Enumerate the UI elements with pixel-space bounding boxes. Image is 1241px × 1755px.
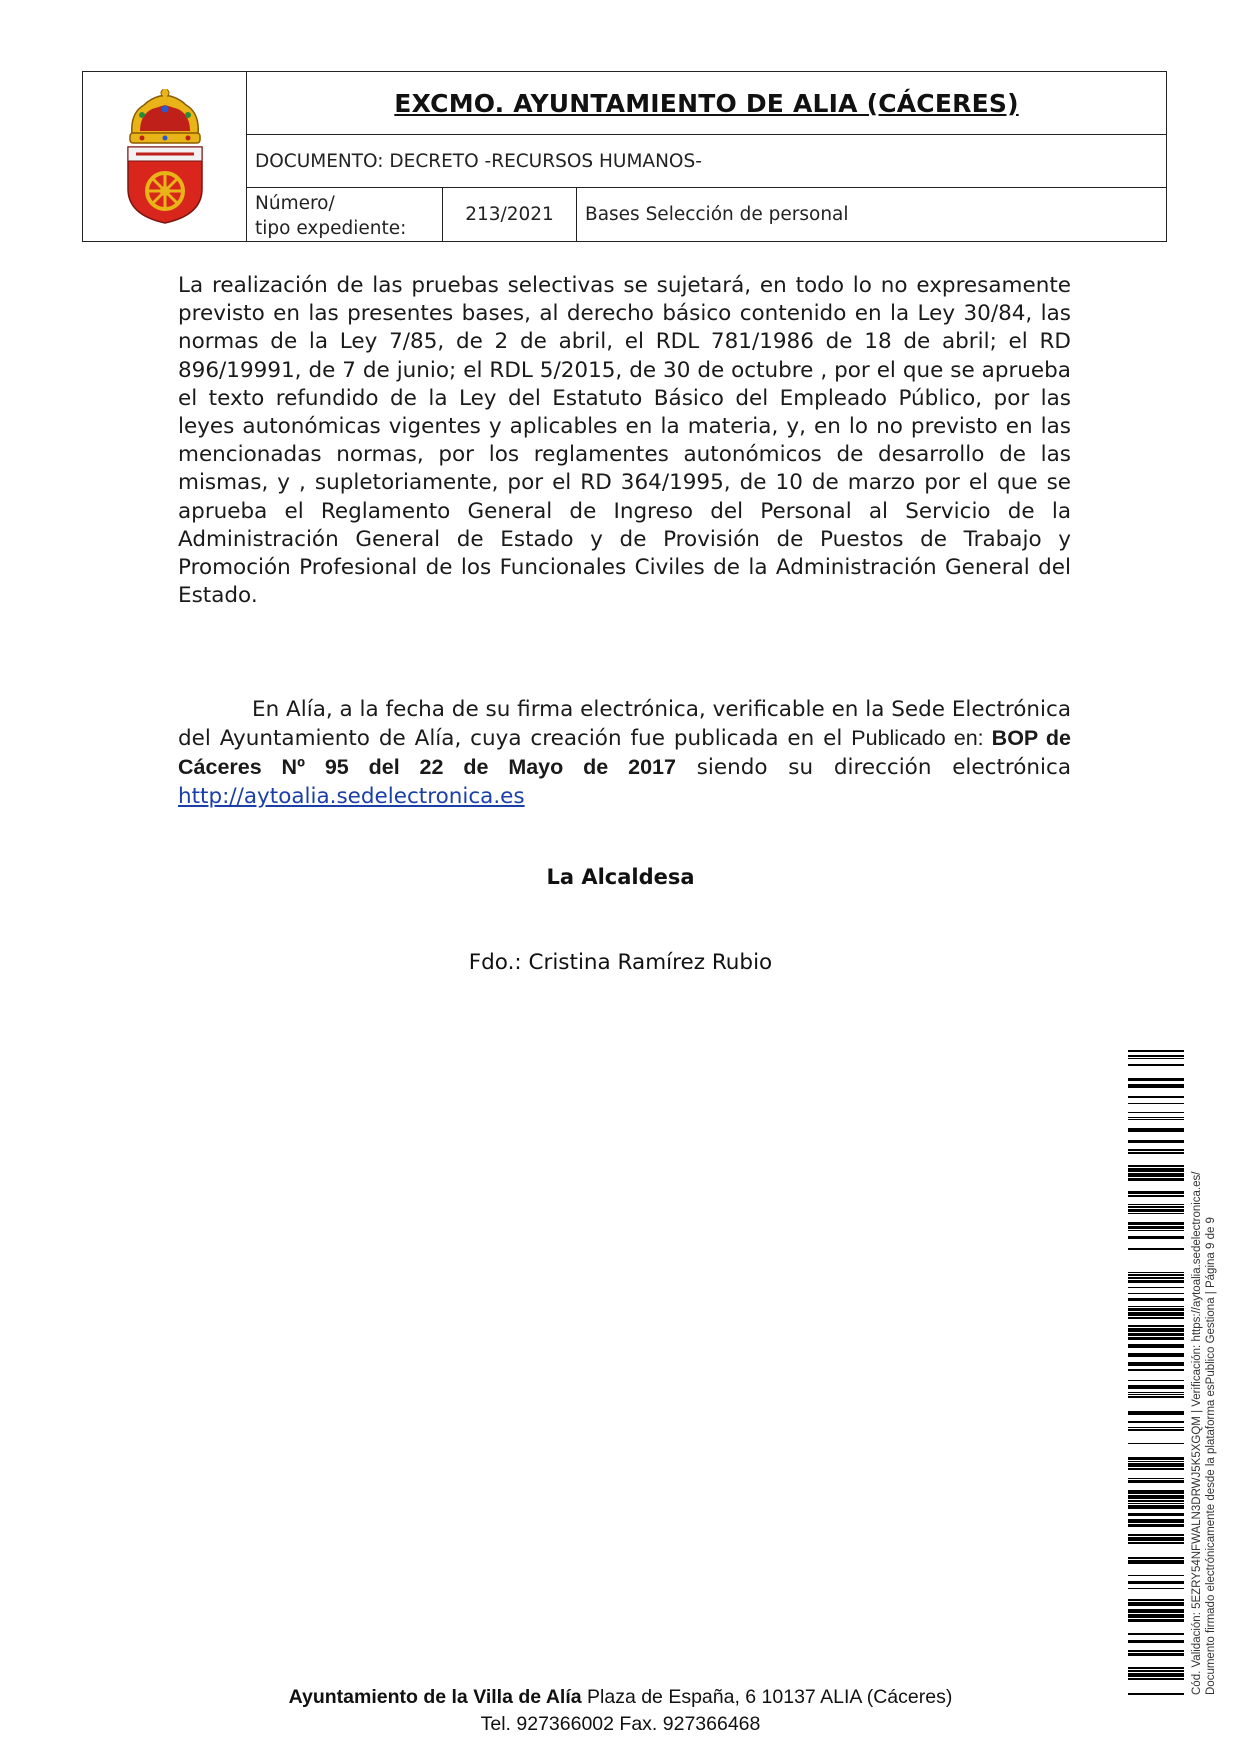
body-paragraph: La realización de las pruebas selectivas se sujetará, en todo lo no expresamente previsto en las presentes bases, al derecho básico contenido en la Ley 30/84, las normas de la Ley 7/85, de 2 de abril, el RDL 781/1986 de 18 de abril; el RD 896/19991, de 7 de junio; el RDL 5/2015, de 30 de octubre , por el que se aprueba el texto refundido de la Ley del Estatuto Básico del Empleado Público, por las leyes autonómicas vigentes y aplicables en la materia, y, en lo no previsto en las mencionadas normas, por los reglamentes autonómicos de desarrollo de las mismas, y , supletoriamente, por el RD 364/1995, de 10 de marzo por el que se aprueba el Reglamento General de Ingreso del Personal al Servicio de la Administración General de Estado y de Provisión de Puestos de Trabajo y Promoción Profesional de los Funcionales Civiles de la Administración General del Estado. [178,273,1071,609]
barcode-bar [1128,1248,1184,1250]
barcode-bar [1128,1588,1184,1589]
barcode-bar [1128,1140,1184,1143]
barcode-bar [1128,1344,1184,1348]
barcode-bar [1128,1411,1184,1415]
barcode-bar [1128,1495,1184,1499]
barcode-bar [1128,1222,1184,1225]
barcode-bar [1128,1078,1184,1081]
barcode-bar [1128,1152,1184,1154]
barcode-bar [1128,1058,1184,1059]
barcode-bar [1128,1614,1184,1618]
numero-label-line2: tipo expediente: [255,218,407,239]
barcode-bar [1128,1293,1184,1294]
barcode-bar [1128,1117,1184,1118]
barcode-bar [1128,1168,1184,1172]
body-section [178,272,1071,610]
barcode-bar [1128,1673,1184,1677]
barcode-bar [1128,1560,1184,1564]
verification-barcode [1128,1050,1184,1695]
barcode-bar [1128,1328,1184,1332]
document-title: EXCMO. AYUNTAMIENTO DE ALIA (CÁCERES) [394,88,1019,118]
document-type: DOCUMENTO: DECRETO -RECURSOS HUMANOS- [247,135,1166,188]
expediente-row [247,188,1166,241]
barcode-bar [1128,1362,1184,1366]
barcode-bar [1128,1385,1184,1389]
closing-paragraph [178,696,1071,811]
barcode-bar [1128,1505,1184,1509]
barcode-bar [1128,1298,1184,1301]
verification-line-2: Documento firmado electrónicamente desde la plataforma esPublico Gestiona | Página 9 de 9 [1205,1217,1217,1695]
barcode-bar [1128,1599,1184,1601]
barcode-bar [1128,1534,1184,1536]
header-fields [247,72,1166,241]
barcode-bar [1128,1287,1184,1288]
barcode-bar [1128,1609,1184,1613]
sede-electronica-link[interactable]: http://aytoalia.sedelectronica.es [178,783,525,809]
barcode-bar [1128,1670,1184,1672]
barcode-bar [1128,1312,1184,1316]
barcode-bar [1128,1277,1184,1279]
barcode-bar [1128,1513,1184,1516]
barcode-bar [1128,1308,1184,1311]
publicado-label: Publicado en: [851,726,992,751]
barcode-bar [1128,1443,1184,1444]
barcode-bar [1128,1369,1184,1371]
barcode-bar [1128,1272,1184,1273]
barcode-bar [1128,1274,1184,1276]
closing-section [178,696,1071,811]
barcode-bar [1128,1650,1184,1652]
barcode-bar [1128,1204,1184,1205]
barcode-bar [1128,1478,1184,1479]
title-row [247,72,1166,135]
footer-address-line [0,1684,1241,1711]
barcode-bar [1128,1602,1184,1606]
footer-org-name: Ayuntamiento de la Villa de Alía [288,1686,582,1708]
numero-value: 213/2021 [443,188,577,241]
coat-of-arms-icon [122,89,208,225]
barcode-bar [1128,1457,1184,1460]
barcode-bar [1128,1050,1184,1052]
barcode-bar [1128,1112,1184,1113]
verification-line-1: Cód. Validación: 5EZRY54NFWALN3DRWJ5K5XGQM | Verificación: https://aytoalia.sedelectronica.es/ [1191,1171,1203,1695]
barcode-bar [1128,1461,1184,1462]
barcode-bar [1128,1209,1184,1212]
barcode-bar [1128,1396,1184,1398]
barcode-bar [1128,1165,1184,1167]
barcode-bar [1128,1468,1184,1470]
crest-cell [83,72,247,241]
barcode-bar [1128,1173,1184,1177]
barcode-bar [1128,1503,1184,1504]
barcode-bar [1128,1633,1184,1635]
barcode-bar [1128,1619,1184,1622]
barcode-bar [1128,1333,1184,1336]
barcode-bar [1128,1055,1184,1057]
document-header [82,71,1167,242]
barcode-bar [1128,1064,1184,1066]
barcode-bar [1128,1230,1184,1231]
verification-text [1190,1055,1218,1695]
barcode-bar [1128,1236,1184,1239]
barcode-bar [1128,1084,1184,1088]
barcode-bar [1128,1325,1184,1327]
barcode-bar [1128,1678,1184,1680]
barcode-bar [1128,1213,1184,1214]
closing-text-2: siendo su dirección electrónica [675,755,1071,781]
barcode-bar [1128,1581,1184,1584]
barcode-bar [1128,1195,1184,1197]
barcode-bar [1128,1306,1184,1307]
numero-label-line1: Número/ [255,193,335,214]
barcode-bar [1128,1463,1184,1467]
closing-text-1: En Alía, a la fecha de su firma electrónica, verificable en la Sede Electrónica del Ayuntamiento de Alía, cuya creación fue publicada en el [178,697,1071,752]
bop-reference: BOP de Cáceres Nº 95 del 22 de Mayo de 2017 [178,726,1072,780]
barcode-bar [1128,1191,1184,1194]
page-footer [0,1684,1241,1738]
footer-address: Plaza de España, 6 10137 ALIA (Cáceres) [581,1686,953,1708]
barcode-bar [1128,1500,1184,1502]
barcode-bar [1128,1557,1184,1559]
barcode-bar [1128,1380,1184,1381]
barcode-bar [1128,1119,1184,1120]
barcode-bar [1128,1392,1184,1393]
expediente-description: Bases Selección de personal [585,204,849,225]
barcode-bar [1128,1178,1184,1181]
barcode-bar [1128,1421,1184,1423]
barcode-bar [1128,1226,1184,1229]
barcode-bar [1128,1537,1184,1541]
barcode-bar [1128,1337,1184,1340]
barcode-bar [1128,1103,1184,1104]
barcode-bar [1128,1667,1184,1669]
barcode-bar [1128,1280,1184,1283]
barcode-bar [1128,1640,1184,1643]
numero-label [247,188,443,241]
barcode-bar [1128,1524,1184,1527]
barcode-bar [1128,1542,1184,1544]
barcode-bar [1128,1575,1184,1576]
barcode-bar [1128,1429,1184,1431]
barcode-bar [1128,1427,1184,1428]
barcode-bar [1128,1128,1184,1132]
barcode-bar [1128,1317,1184,1319]
barcode-bar [1128,1480,1184,1483]
barcode-bar [1128,1353,1184,1357]
barcode-bar [1128,1490,1184,1494]
barcode-bar [1128,1394,1184,1395]
footer-phone: Tel. 927366002 Fax. 927366468 [480,1713,761,1735]
barcode-bar [1128,1206,1184,1208]
signer-role: La Alcaldesa [546,865,695,889]
signer-name: Fdo.: Cristina Ramírez Rubio [468,950,773,975]
barcode-bar [1128,1519,1184,1523]
barcode-bar [1128,1653,1184,1656]
barcode-bar [1128,1149,1184,1151]
barcode-bar [1128,1096,1184,1098]
